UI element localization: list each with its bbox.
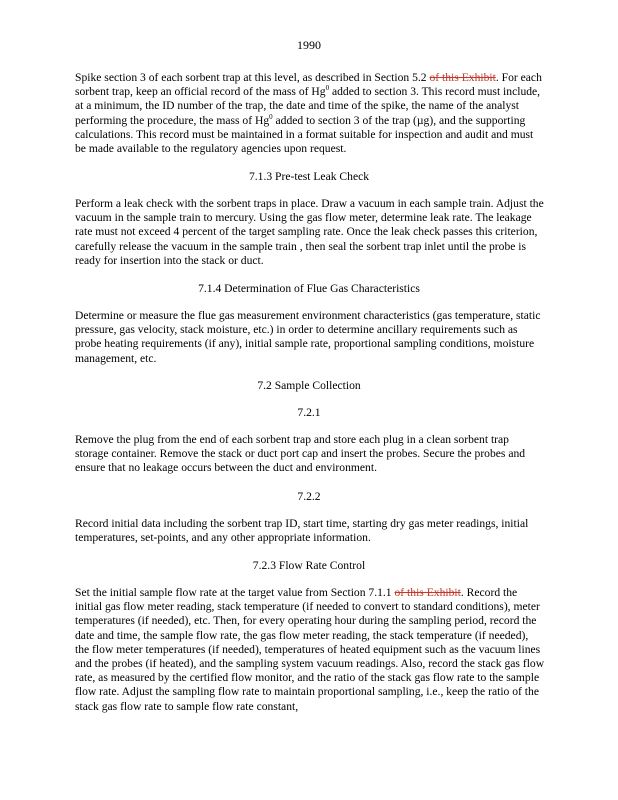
struck-text: of this Exhibit xyxy=(394,586,461,599)
heading-7-2-2: 7.2.2 xyxy=(297,490,321,503)
text-run: added to section 3 of the trap (µg), and the supporting calculations. This record must be maintained in a format suitable for inspection and audit and must be made available to the regulatory agencies upon request. xyxy=(75,113,534,156)
struck-text: of this Exhibit xyxy=(429,71,496,84)
text-run: added to section 3. This record must include, at a minimum, the ID number of the trap, the date and time of the spike, the name of the analyst performing the procedure, the mass of Hg xyxy=(75,85,541,127)
paragraph-remove-plug: Remove the plug from the end of each sorbent trap and store each plug in a clean sorbent trap storage container. Remove the stack or duct port cap and insert the probes. Secure the probes and ensure that no leakage occurs between the duct and environment. xyxy=(75,433,526,475)
heading-7-1-3: 7.1.3 Pre-test Leak Check xyxy=(248,170,370,183)
text-run: Spike section 3 of each sorbent trap at this level, as described in Section 5.2 xyxy=(75,71,430,84)
page-number: 1990 xyxy=(297,38,321,52)
heading-7-1-4: 7.1.4 Determination of Flue Gas Characteristics xyxy=(198,282,420,295)
text-run: . Record the initial gas flow meter reading, stack temperature (if needed to convert to standard conditions), meter temperatures (if needed), etc. Then, for every operating hour during the sampling period, record the date and time, the sample flow rate, the gas flow meter reading, the stack temperature (if needed), the flow meter temperatures (if needed), temperatures of heated equipment such as the vacuum lines and the probes (if heated), and the sampling system vacuum readings. Also, record the stack gas flow rate, as measured by the certified flow monitor, and the ratio of the stack gas flow rate to the sample flow rate. Adjust the sampling flow rate to maintain proportional sampling, i.e., keep the ratio of the stack gas flow rate to sample flow rate constant, xyxy=(75,586,545,713)
heading-7-2-3: 7.2.3 Flow Rate Control xyxy=(252,559,366,572)
text-run: . For each sorbent trap, keep an official record of the mass of Hg xyxy=(75,71,542,99)
paragraph-initial-data: Record initial data including the sorbent trap ID, start time, starting dry gas meter readings, initial temperatures, set-points, and any other appropriate information. xyxy=(75,517,529,545)
heading-7-2-1: 7.2.1 xyxy=(297,406,321,419)
paragraph-leak-check: Perform a leak check with the sorbent traps in place. Draw a vacuum in each sample train. Adjust the vacuum in the sample train to mercury. Using the gas flow meter, determine leak rate. The leakage rate must not exceed 4 percent of the target sampling rate. Once the leak check passes this criterion, carefully release the vacuum in the sample train , then seal the sorbent trap inlet until the probe is ready for insertion into the stack or duct. xyxy=(75,197,544,267)
paragraph-spike-section xyxy=(75,71,545,156)
superscript: 0 xyxy=(269,112,273,121)
paragraph-flue-gas: Determine or measure the flue gas measurement environment characteristics (gas temperature, static pressure, gas velocity, stack moisture, etc.) in order to determine ancillary requirements such as probe heating requirements (if any), initial sample rate, proportional sampling conditions, moisture management, etc. xyxy=(75,309,541,365)
superscript: 0 xyxy=(325,84,330,93)
text-run: Set the initial sample flow rate at the target value from Section 7.1.1 xyxy=(75,586,395,599)
heading-7-2: 7.2 Sample Collection xyxy=(257,379,361,392)
paragraph-flow-rate-control xyxy=(75,586,545,714)
